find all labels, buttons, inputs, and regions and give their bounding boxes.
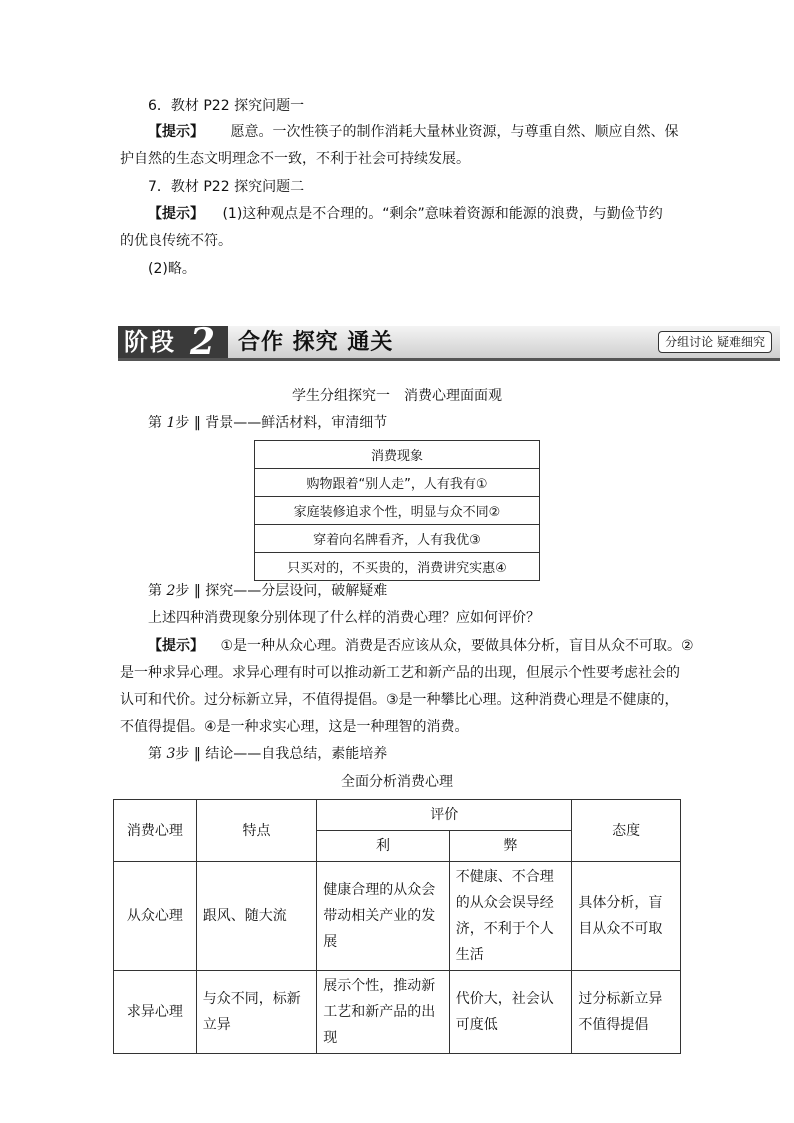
table-cell-attitude: 具体分析，盲目从众不可取 xyxy=(572,862,681,971)
hint-label: 【提示】 xyxy=(148,638,204,654)
consumption-phenomena-table xyxy=(254,440,540,581)
stage-label: 阶段 xyxy=(124,327,176,356)
item7-hint xyxy=(120,204,680,224)
hint-text-cont: 不值得提倡。④是一种求实心理，这是一种理智的消费。 xyxy=(120,719,469,735)
table-row: 家庭装修追求个性，明显与众不同② xyxy=(255,497,540,525)
table-cell-pro: 健康合理的从众会带动相关产业的发展 xyxy=(317,862,450,971)
step2-heading xyxy=(148,581,387,601)
step-prefix: 第 xyxy=(148,583,162,599)
hint-label: 【提示】 xyxy=(148,124,204,140)
table-row: 穿着向名牌看齐，人有我优③ xyxy=(255,525,540,553)
stage-title: 合作 探究 通关 xyxy=(238,329,394,355)
table-cell-type: 从众心理 xyxy=(114,862,197,971)
item6-hint xyxy=(120,122,680,142)
header-type: 消费心理 xyxy=(114,800,197,862)
table-row: 只买对的，不买贵的，消费讲究实惠④ xyxy=(255,553,540,581)
step3-heading xyxy=(148,744,387,764)
item7-part2: (2)略。 xyxy=(148,261,196,277)
question: 上述四种消费现象分别体现了什么样的消费心理？应如何评价？ xyxy=(148,610,540,626)
item6-title: 6．教材 P22 探究问题一 xyxy=(148,98,305,114)
hint-text-cont: 是一种求异心理。求异心理有时可以推动新工艺和新产品的出现，但展示个性要考虑社会的 xyxy=(120,665,680,681)
table-cell-feature: 与众不同，标新立异 xyxy=(196,971,317,1054)
step-number: 3 xyxy=(166,746,176,762)
table-header: 消费现象 xyxy=(255,441,540,469)
table-cell-type: 求异心理 xyxy=(114,971,197,1054)
hint-text: 愿意。一次性筷子的制作消耗大量林业资源，与尊重自然、顺应自然、保 xyxy=(230,124,679,140)
step-number: 1 xyxy=(166,415,176,431)
stage-banner xyxy=(118,321,780,363)
step-text: 步 ‖ 探究——分层设问，破解疑难 xyxy=(175,583,388,599)
header-attitude: 态度 xyxy=(572,800,681,862)
step1-heading xyxy=(148,413,387,433)
hint-text: ①是一种从众心理。消费是否应该从众，要做具体分析，盲目从众不可取。② xyxy=(220,638,694,654)
table-row: 购物跟着“别人走”，人有我有① xyxy=(255,469,540,497)
item7-hint-cont: 的优良传统不符。 xyxy=(120,233,232,249)
header-con: 弊 xyxy=(449,831,572,862)
table-cell-con: 代价大，社会认可度低 xyxy=(449,971,572,1054)
hint-text-cont: 认可和代价。过分标新立异，不值得提倡。③是一种攀比心理。这种消费心理是不健康的， xyxy=(120,692,679,708)
header-eval: 评价 xyxy=(317,800,572,831)
table-cell-pro: 展示个性，推动新工艺和新产品的出现 xyxy=(317,971,450,1054)
step-text: 步 ‖ 背景——鲜活材料，审清细节 xyxy=(175,415,388,431)
hint-text: (1)这种观点是不合理的。“剩余”意味着资源和能源的浪费，与勤俭节约 xyxy=(222,206,663,222)
consumption-psychology-table xyxy=(113,799,681,1054)
item7-title: 7．教材 P22 探究问题二 xyxy=(148,179,305,195)
table2-title: 全面分析消费心理 xyxy=(341,774,453,790)
stage-block xyxy=(118,321,228,363)
step-text: 步 ‖ 结论——自我总结，素能培养 xyxy=(175,746,388,762)
header-feature: 特点 xyxy=(196,800,317,862)
step-prefix: 第 xyxy=(148,746,162,762)
stage-number: 2 xyxy=(190,321,216,363)
step-number: 2 xyxy=(166,583,176,599)
table-cell-feature: 跟风、随大流 xyxy=(196,862,317,971)
header-pro: 利 xyxy=(317,831,450,862)
section-heading: 学生分组探究一 消费心理面面观 xyxy=(292,388,502,404)
hint-paragraph xyxy=(120,636,694,656)
step-prefix: 第 xyxy=(148,415,162,431)
table-cell-attitude: 过分标新立异不值得提倡 xyxy=(572,971,681,1054)
stage-badge: 分组讨论 疑难细究 xyxy=(658,331,772,353)
table-cell-con: 不健康、不合理的从众会误导经济，不利于个人生活 xyxy=(449,862,572,971)
hint-label: 【提示】 xyxy=(148,206,204,222)
item6-hint-cont: 护自然的生态文明理念不一致，不利于社会可持续发展。 xyxy=(120,151,470,167)
